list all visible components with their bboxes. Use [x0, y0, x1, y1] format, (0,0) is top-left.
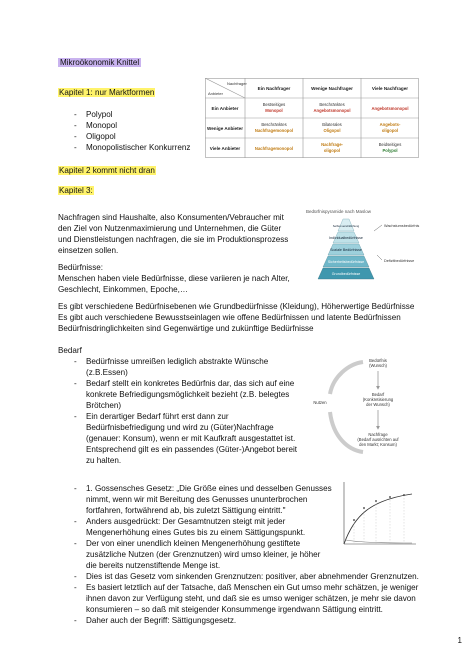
pyramid-level-label: Individualbedürfnisse: [329, 236, 363, 240]
bullet-dash: -: [74, 572, 77, 581]
gossen-line: Der von einer unendlich kleinen Mengenerhöhung gestiftete: [86, 539, 301, 548]
gossen-line: ihnen davon zur Verfügung steht, und daß sie es umso weniger schätzen, je mehr sie davon: [86, 594, 416, 603]
kapitel3-heading: [58, 186, 94, 196]
gossen-line: die bereits nutzenstiftende Menge ist.: [86, 561, 221, 570]
marginal-utility-curve: [346, 540, 412, 543]
bedarf-line: Bedürfnisse umreißen lediglich abstrakte Wünsche: [86, 357, 269, 366]
table-cell: Angebots-: [379, 122, 401, 127]
table-cell: oligopol: [323, 148, 341, 153]
table-cell: Bestseitiges: [262, 102, 286, 107]
pyramid-level-label: Sicherheitsbedürfnisse: [327, 260, 365, 264]
kapitel1-heading: [58, 88, 155, 98]
beduerfnisse-line: Menschen haben viele Bedürfnisse, diese variieren je nach Alter,: [58, 274, 290, 283]
cycle-curve-top: [330, 362, 363, 394]
gossen-line: Daher auch der Begriff: Sättigungsgesetz.: [86, 616, 237, 625]
kapitel1-heading-text: Kapitel 1: nur Marktformen: [59, 88, 155, 97]
bullet-dash: -: [74, 412, 77, 421]
table-cell: Nachfragemonopol: [254, 128, 294, 133]
table-col-header: Ein Nachfrager: [257, 86, 291, 91]
bullet-dash: -: [74, 132, 77, 141]
gossen-line: 1. Gossensches Gesetz: „Die Größe eines und desselben Genusses: [86, 484, 332, 493]
gossen-line: Mengenerhöhung eines Gutes bis zu einem Sättigungspunkt.: [86, 528, 306, 537]
bedarf-line: Bedürfnisbefriedigung und wird zu (Güter)Nachfrage: [86, 423, 274, 432]
gossen-line: nimmt, wenn wir mit Bereitung des Genusses ununterbrochen: [86, 495, 308, 504]
list-item: Monopol: [86, 121, 118, 130]
cycle-left-label: Nutzen: [313, 400, 327, 405]
list-item: Polypol: [86, 110, 113, 119]
gossen-line: Dies ist das Gesetz vom sinkenden Grenznutzen: positiver, aber abnehmender Grenznutzen.: [86, 572, 419, 581]
header-tag-text: Mikroökonomik Knittel: [60, 58, 140, 67]
gossen-line: zusätzliche Nutzen (der Grenznutzen) wird umso kleiner, je höher: [86, 550, 321, 559]
beduerfnisse-line: Geschlecht, Einkommen, Epoche,…: [58, 285, 189, 294]
table-row-header: Wenige Anbieter: [207, 126, 243, 131]
bullet-dash: -: [74, 357, 77, 366]
page-number: 1: [457, 636, 462, 645]
cycle-bottom-label: Nachfrage: [368, 432, 388, 437]
kapitel2-heading-text: Kapitel 2 kommt nicht dran: [59, 166, 155, 175]
bedarf-line: konkrete Befriedigungsmöglichkeit bezieht (z.B. belegtes: [86, 390, 290, 399]
cycle-bottom-label: (Bedarf ausrichten auf: [357, 437, 399, 442]
market-form-table: [205, 78, 419, 158]
list-item: Monopolistischer Konkurrenz: [86, 143, 191, 152]
ebenen-line: Es gibt verschiedene Bedürfnisebenen wie Grundbedürfnisse (Kleidung), Höherwertige Bedürfnisse: [58, 302, 415, 311]
bullet-dash: -: [74, 110, 77, 119]
bullet-dash: -: [74, 484, 77, 493]
intro-line: einsetzen sollen.: [58, 246, 119, 255]
intro-line: Nachfragen sind Haushalte, also Konsumenten/Vebraucher mit: [58, 213, 284, 222]
intro-line: und Dienstleistungen nachfragen, die sie im Produktionsprozess: [58, 235, 289, 244]
table-cell: Polypol: [382, 148, 398, 153]
header-tag: [58, 58, 141, 68]
cycle-top-label: (Wunsch): [369, 363, 387, 368]
table-cell: Bilaterales: [322, 122, 342, 127]
table-cell: Beschränktes: [319, 102, 345, 107]
bullet-dash: -: [74, 616, 77, 625]
bedarf-line: Bedarf stellt ein konkretes Bedürfnis dar, das sich auf eine: [86, 379, 295, 388]
table-cell: Beidseitiges: [378, 142, 402, 147]
pyramid-legend-growth: Wachstumsbedürfnis: [384, 224, 420, 228]
bullet-dash: -: [74, 583, 77, 592]
table-corner-top: Nachfrager: [227, 81, 247, 86]
bedarf-line: Ein derartiger Bedarf führt erst dann zur: [86, 412, 229, 421]
bedarf-line: Entsprechend gilt es ein passendes (Güter-)Angebot bereit: [86, 445, 298, 454]
bedarf-line: (genauer: Konsum), wenn er mit Kaufkraft ausgestattet ist.: [86, 434, 296, 443]
bedarf-line: Brötchen): [86, 401, 122, 410]
pyramid-title: Bedürfnispyramide nach Maslow: [306, 209, 372, 214]
table-corner-bottom: Anbieter: [208, 91, 223, 96]
bullet-dash: -: [74, 539, 77, 548]
bullet-dash: -: [74, 143, 77, 152]
table-row-header: Ein Anbieter: [211, 106, 239, 111]
cycle-curve-bottom: [330, 412, 363, 452]
table-col-header: Viele Nachfrager: [371, 86, 409, 91]
table-cell: Monopol: [265, 108, 283, 113]
kapitel3-heading-text: Kapitel 3:: [59, 186, 93, 195]
cycle-top-label: Bedürfnis: [369, 358, 387, 363]
maslow-pyramid: [302, 205, 422, 287]
pyramid-level-label: Grundbedürfnisse: [331, 272, 361, 276]
table-cell: Nachfrage-: [321, 142, 343, 147]
ebenen-line: Bedürfnisdringlichkeiten sind Gegenwärtige und zukünftige Bedürfnisse: [58, 324, 314, 333]
bullet-dash: -: [74, 121, 77, 130]
kapitel2-heading: [58, 166, 156, 176]
table-cell: Oligopol: [323, 128, 341, 133]
cycle-mid-label: der Wunsch): [366, 402, 390, 407]
table-cell: Nachfragemonopol: [254, 146, 294, 151]
bedarf-line: zu halten.: [86, 456, 122, 465]
beduerfnisse-label: Bedürfnisse:: [58, 263, 103, 272]
cycle-bottom-label: den Markt; Konsum): [359, 442, 397, 447]
bedarf-heading: Bedarf: [58, 346, 82, 355]
needs-cycle-diagram: [308, 352, 428, 472]
table-cell: Angebotsmonopol: [313, 108, 351, 113]
cycle-mid-label: (Konkretisierung: [362, 397, 394, 402]
cycle-mid-label: Bedarf: [371, 392, 385, 397]
total-utility-curve: [344, 494, 412, 544]
intro-line: den Ziel von Nutzenmaximierung und Unternehmen, die Güter: [58, 224, 282, 233]
table-row-header: Viele Anbieter: [209, 146, 241, 151]
gossen-line: Es basiert letztlich auf der Tatsache, daß Menschen ein Gut umso mehr schätzen, je weniger: [86, 583, 419, 592]
list-item: Oligopol: [86, 132, 116, 141]
table-cell: oligopol: [381, 128, 399, 133]
table-col-header: Wenige Nachfrager: [311, 86, 353, 91]
bedarf-line: (z.B.Essen): [86, 368, 128, 377]
gossen-line: Anders ausgedrückt: Der Gesamtnutzen steigt mit jeder: [86, 517, 286, 526]
bullet-dash: -: [74, 517, 77, 526]
gossen-line: konsumieren – so daß mit steigender Konsummenge irgendwann Sättigung eintritt.: [86, 605, 383, 614]
table-cell: Angebotsmonopol: [371, 106, 409, 111]
bullet-dash: -: [74, 379, 77, 388]
ebenen-line: Es gibt auch verschiedene Bewusstseinlagen wie offene Bedürfnissen und latente Bedürfnissen: [58, 313, 401, 322]
gossen-line: fortfahren, fortwährend ab, bis zuletzt Sättigung eintritt.": [86, 506, 286, 515]
table-cell: Beschränktes: [261, 122, 287, 127]
pyramid-level-label: Soziale Bedürfnisse: [330, 248, 362, 252]
pyramid-level-label: Selbst-verwirklichung: [332, 224, 360, 228]
saturation-curve: [338, 480, 418, 550]
pyramid-legend-deficit: Defizitbedürfnisse: [384, 259, 415, 263]
